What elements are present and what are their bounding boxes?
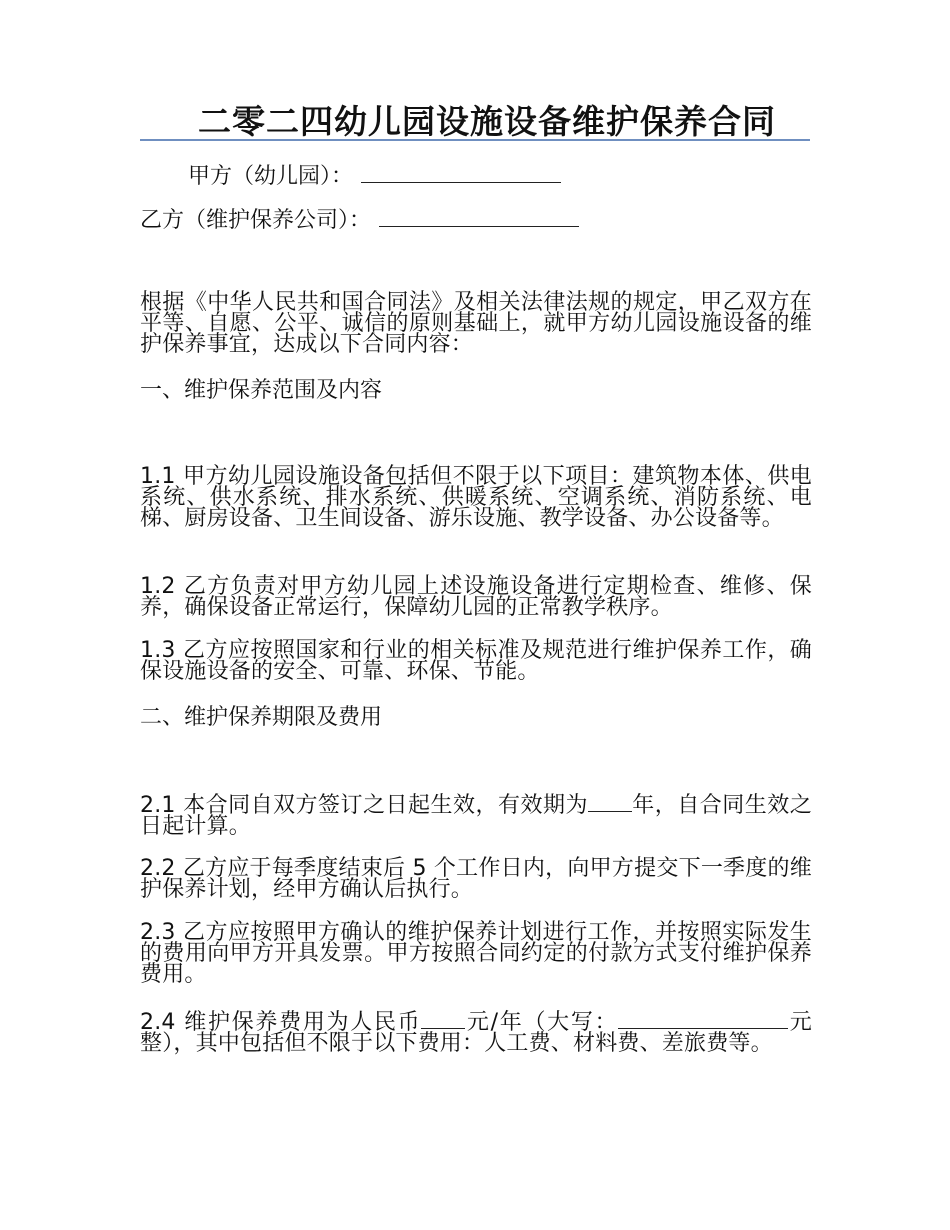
clause-2-4 [140, 1010, 812, 1054]
clause-1-2: 1.2 乙方负责对甲方幼儿园上述设施设备进行定期检查、维修、保养，确保设备正常运行，保障幼儿园的正常教学秩序。 [140, 574, 812, 620]
section-1-heading: 一、维护保养范围及内容 [140, 378, 383, 403]
party-a-label: 甲方（幼儿园）： [188, 164, 354, 189]
party-b-blank [379, 204, 579, 227]
clause-2-4-text-a: 2.4 维护保养费用为人民币 [140, 1010, 422, 1035]
party-b-label: 乙方（维护保养公司）： [140, 208, 372, 233]
fee-amount-blank [421, 1010, 465, 1029]
fee-amount-words-blank [618, 1010, 788, 1029]
document-title: 二零二四幼儿园设施设备维护保养合同 [198, 102, 776, 141]
clause-2-3: 2.3 乙方应按照甲方确认的维护保养计划进行工作，并按照实际发生的费用向甲方开具发票。甲方按照合同约定的付款方式支付维护保养费用。 [140, 920, 812, 987]
clause-2-1 [140, 793, 812, 837]
clause-2-4-text-c: 元整），其中包括但不限于以下费用：人工费、材料费、差旅费等。 [140, 1010, 812, 1056]
clause-2-1-text-b: 年，自合同生效之日起计算。 [140, 793, 812, 839]
clause-1-1: 1.1 甲方幼儿园设施设备包括但不限于以下项目：建筑物本体、供电系统、供水系统、排水系统、供暖系统、空调系统、消防系统、电梯、厨房设备、卫生间设备、游乐设施、教学设备、办公设备等。 [140, 464, 812, 531]
title-underline [140, 139, 810, 141]
intro-paragraph: 根据《中华人民共和国合同法》及相关法律法规的规定，甲乙双方在平等、自愿、公平、诚信的原则基础上，就甲方幼儿园设施设备的维护保养事宜，达成以下合同内容： [140, 290, 812, 357]
clause-1-3: 1.3 乙方应按照国家和行业的相关标准及规范进行维护保养工作，确保设施设备的安全、可靠、环保、节能。 [140, 638, 812, 684]
clause-2-1-text-a: 2.1 本合同自双方签订之日起生效，有效期为 [140, 793, 589, 818]
party-b-line [140, 204, 579, 236]
clause-2-4-text-b: 元/年（大写： [465, 1010, 619, 1035]
section-2-heading: 二、维护保养期限及费用 [140, 705, 383, 730]
clause-2-2: 2.2 乙方应于每季度结束后 5 个工作日内，向甲方提交下一季度的维护保养计划，经甲方确认后执行。 [140, 856, 812, 902]
term-years-blank [588, 793, 632, 812]
party-a-blank [361, 160, 561, 183]
party-a-line [188, 160, 561, 192]
